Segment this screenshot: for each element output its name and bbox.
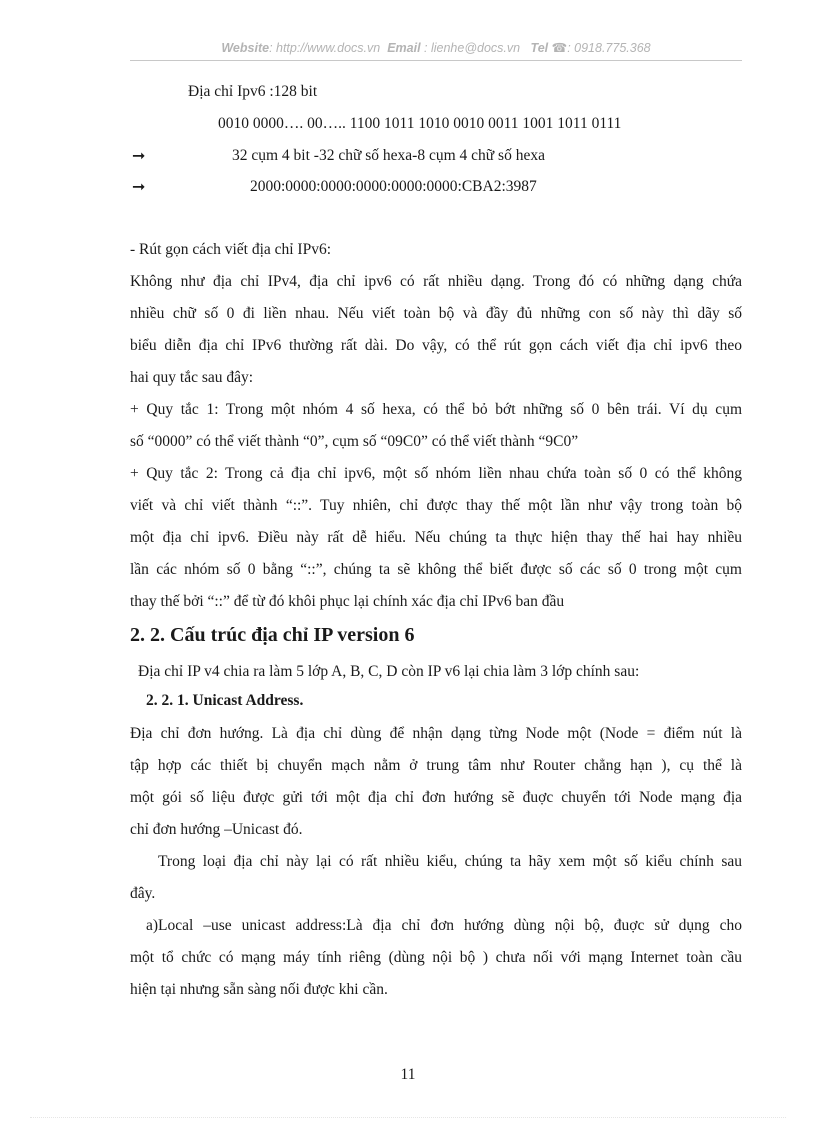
text-line: hai quy tắc sau đây: bbox=[130, 369, 254, 386]
tel-value: : 0918.775.368 bbox=[567, 41, 651, 55]
subsection-heading: 2. 2. 1. Unicast Address. bbox=[146, 692, 304, 709]
website-value: : http://www.docs.vn bbox=[269, 41, 381, 55]
rule2-line: + Quy tắc 2: Trong cả địa chỉ ipv6, một số nhóm liền nhau chứa toàn số 0 có thể không bbox=[130, 465, 742, 482]
text-line: nhiều chữ số 0 đi liền nhau. Nếu viết toàn bộ và đầy đủ những con số này thì dãy số bbox=[130, 305, 742, 322]
arrow-right-icon: ➞ bbox=[132, 146, 146, 165]
text-line: biểu diễn địa chỉ IPv6 thường rất dài. Do vậy, có thể rút gọn cách viết địa chỉ ipv6 theo bbox=[130, 337, 742, 354]
ipv6-binary: 0010 0000…. 00….. 1100 1011 1010 0010 0011 1001 1011 0111 bbox=[218, 115, 622, 132]
local-line: một tổ chức có mạng máy tính riêng (dùng nội bộ ) chưa nối với mạng Internet toàn cầu bbox=[130, 949, 742, 966]
ipv6-groups: 32 cụm 4 bit -32 chữ số hexa-8 cụm 4 chữ số hexa bbox=[232, 147, 545, 164]
local-line: hiện tại nhưng sẵn sàng nối được khi cần. bbox=[130, 981, 388, 998]
page-number: 11 bbox=[400, 1066, 416, 1083]
rule2-line: một địa chỉ ipv6. Điều này rất dễ hiểu. Nếu chúng ta thực hiện thay thế hai hay nhiều bbox=[130, 529, 742, 546]
section-heading: 2. 2. Cấu trúc địa chỉ IP version 6 bbox=[130, 624, 415, 646]
shorten-title: - Rút gọn cách viết địa chỉ IPv6: bbox=[130, 241, 332, 258]
rule2-line: lần các nhóm số 0 bằng “::”, chúng ta sẽ không thể biết được số các số 0 trong một cụm bbox=[130, 561, 742, 578]
unicast-line: Địa chỉ đơn hướng. Là địa chỉ dùng để nhận dạng từng Node một (Node = điểm nút là bbox=[130, 725, 742, 742]
unicast-line: chỉ đơn hướng –Unicast đó. bbox=[130, 821, 303, 838]
footer-divider bbox=[30, 1117, 786, 1118]
email-label: Email bbox=[387, 41, 421, 55]
types-line: Trong loại địa chỉ này lại có rất nhiều kiểu, chúng ta hãy xem một số kiểu chính sau bbox=[158, 853, 742, 870]
header-divider bbox=[130, 60, 742, 61]
arrow-right-icon: ➞ bbox=[132, 177, 146, 196]
unicast-line: một gói số liệu được gửi tới một địa chỉ đơn hướng sẽ đuợc chuyển tới Node mạng địa bbox=[130, 789, 742, 806]
rule1-line: số “0000” có thể viết thành “0”, cụm số “09C0” có thể viết thành “9C0” bbox=[130, 433, 579, 450]
ipv6-hex: 2000:0000:0000:0000:0000:0000:CBA2:3987 bbox=[250, 178, 537, 195]
phone-icon: ☎ bbox=[551, 41, 568, 55]
page-header bbox=[130, 40, 742, 55]
website-label: Website bbox=[221, 41, 270, 55]
rule2-line: viết và chỉ viết thành “::”. Tuy nhiên, chỉ được thay thế một lần như vậy trong toàn bộ bbox=[130, 497, 742, 514]
text-line: Không như địa chỉ IPv4, địa chỉ ipv6 có rất nhiều dạng. Trong đó có những dạng chứa bbox=[130, 273, 742, 290]
email-value: : lienhe@docs.vn bbox=[424, 41, 521, 55]
local-line: a)Local –use unicast address:Là địa chỉ đơn hướng dùng nội bộ, đuợc sử dụng cho bbox=[146, 917, 742, 934]
ipv6-length-label: Địa chỉ Ipv6 :128 bit bbox=[188, 83, 318, 100]
tel-label: Tel bbox=[530, 41, 549, 55]
unicast-line: tập hợp các thiết bị chuyển mạch nằm ở trung tâm như Router chẳng hạn ), cụ thể là bbox=[130, 757, 742, 774]
rule2-line: thay thế bởi “::” để từ đó khôi phục lại chính xác địa chỉ IPv6 ban đầu bbox=[130, 593, 565, 610]
types-line: đây. bbox=[130, 885, 156, 902]
section-intro: Địa chỉ IP v4 chia ra làm 5 lớp A, B, C, D còn IP v6 lại chia làm 3 lớp chính sau: bbox=[138, 663, 640, 680]
rule1-line: + Quy tắc 1: Trong một nhóm 4 số hexa, có thể bỏ bớt những số 0 bên trái. Ví dụ cụm bbox=[130, 401, 742, 418]
